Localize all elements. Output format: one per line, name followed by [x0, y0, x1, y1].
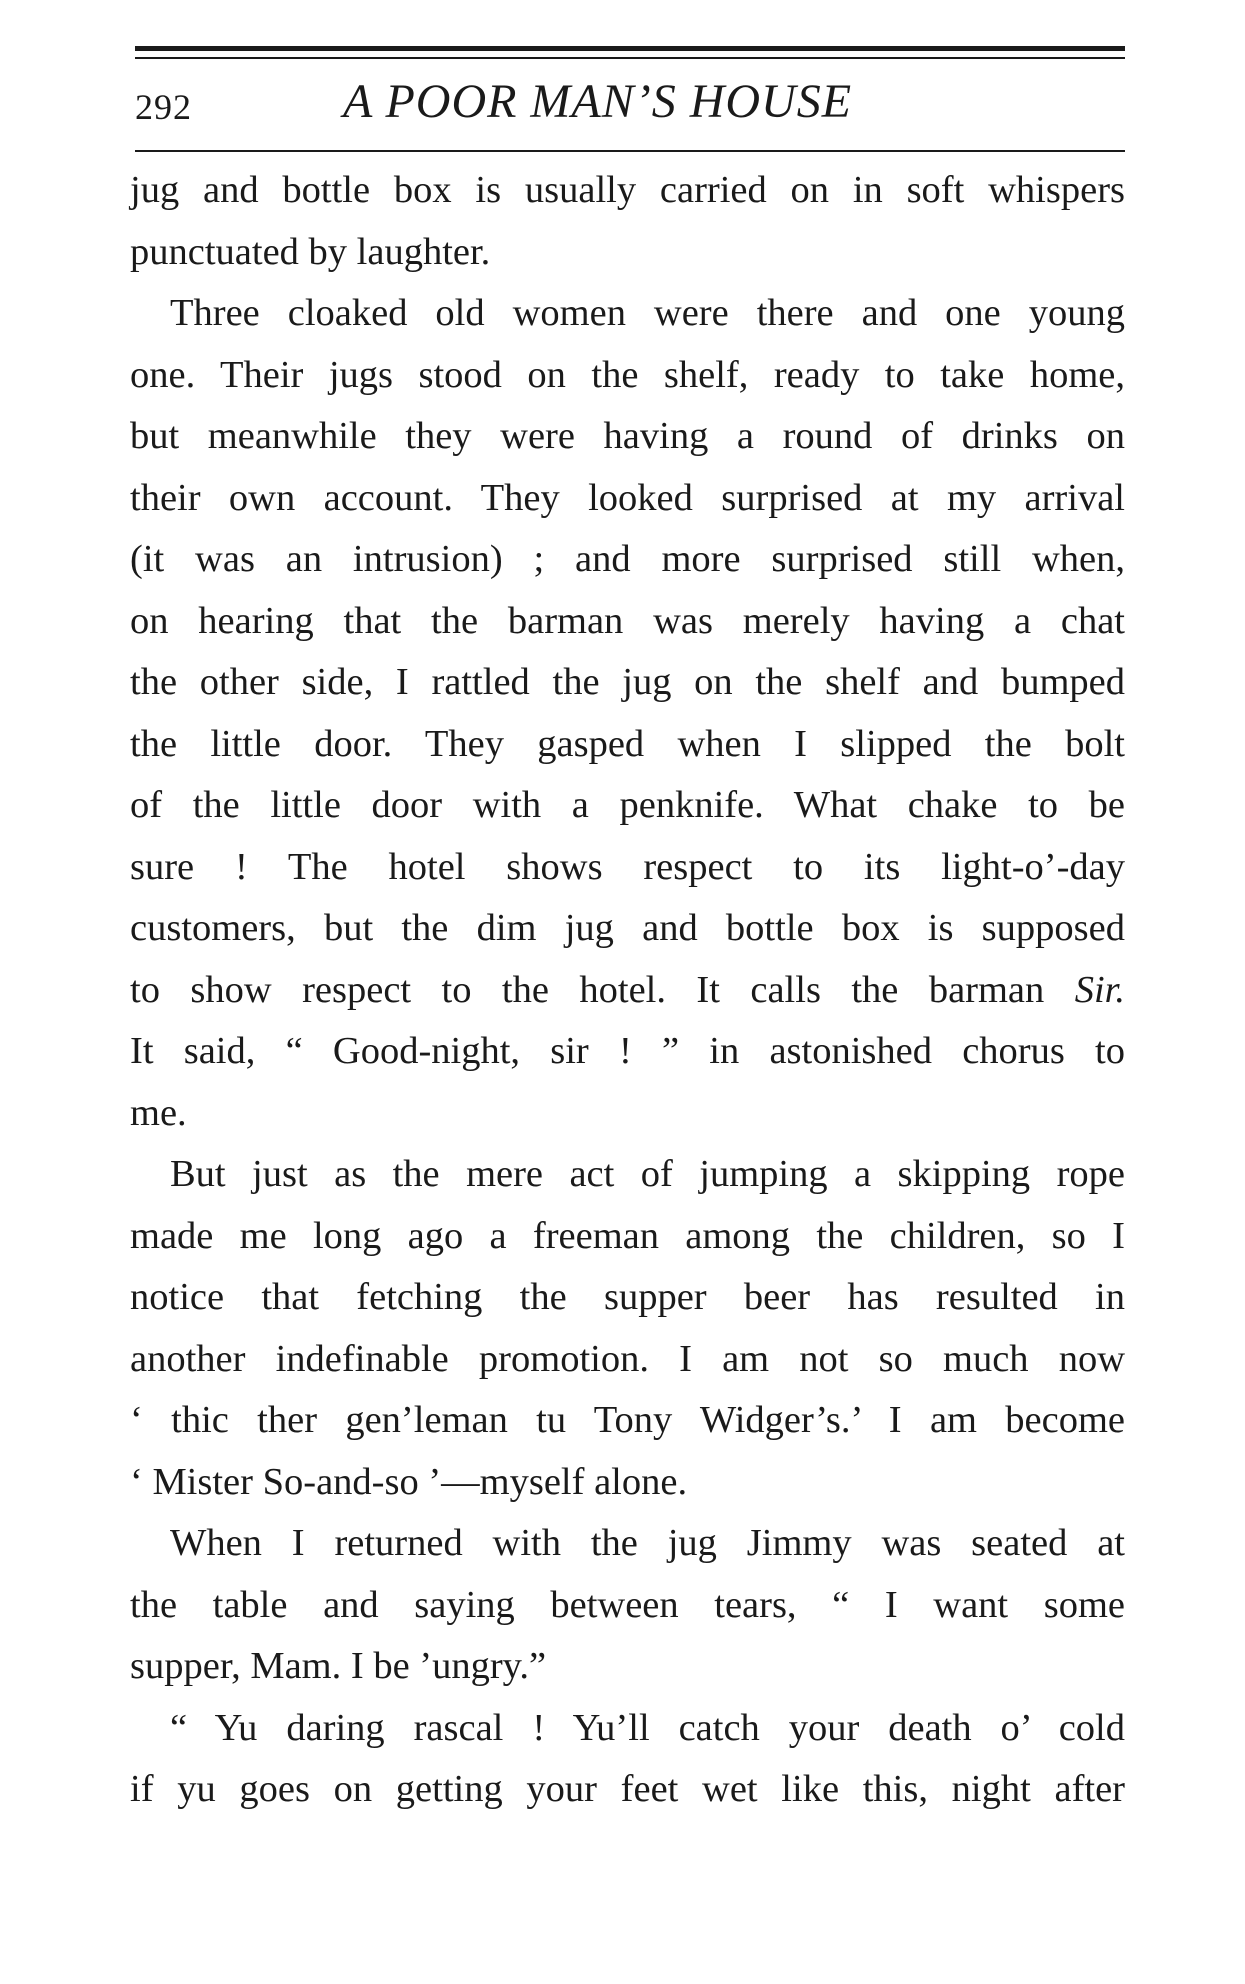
text-line-segment: to show respect to the hotel. It calls the barman — [130, 968, 1045, 1011]
text-line: the table and saying between tears, “ I want some — [130, 1583, 1125, 1626]
text-line: on hearing that the barman was merely having a chat — [130, 599, 1125, 642]
text-line: their own account. They looked surprised at my arrival — [130, 476, 1125, 519]
text-line: the little door. They gasped when I slipped the bolt — [130, 722, 1125, 765]
text-line: Three cloaked old women were there and one young — [170, 292, 1125, 334]
text-line: of the little door with a penknife. What chake to be — [130, 784, 1125, 826]
text-line: It said, “ Good-night, sir ! ” in astonished chorus to — [130, 1030, 1125, 1072]
text-line: made me long ago a freeman among the children, so I — [130, 1214, 1125, 1257]
header-underline — [135, 150, 1125, 152]
page-header — [135, 74, 1125, 134]
text-line: me. — [130, 1091, 187, 1134]
text-line: “ Yu daring rascal ! Yu’ll catch your death o’ cold — [170, 1706, 1125, 1749]
header-rule-thick — [135, 46, 1125, 51]
text-line: When I returned with the jug Jimmy was seated at — [170, 1522, 1125, 1564]
text-line: if yu goes on getting your feet wet like this, night after — [130, 1768, 1125, 1810]
italic-word: Sir. — [1074, 968, 1125, 1011]
text-line: but meanwhile they were having a round of drinks on — [130, 415, 1125, 457]
text-line: customers, but the dim jug and bottle box is supposed — [130, 907, 1125, 949]
text-line-with-italic — [130, 960, 1125, 1022]
text-line: But just as the mere act of jumping a skipping rope — [170, 1153, 1125, 1195]
text-line: sure ! The hotel shows respect to its light-o’-day — [130, 845, 1125, 888]
text-line: another indefinable promotion. I am not so much now — [130, 1337, 1125, 1380]
page-number: 292 — [135, 87, 192, 127]
text-line: jug and bottle box is usually carried on in soft whispers — [130, 169, 1125, 211]
text-line: one. Their jugs stood on the shelf, ready to take home, — [130, 353, 1125, 396]
text-line: the other side, I rattled the jug on the shelf and bumped — [130, 661, 1125, 703]
text-line: ‘ thic ther gen’leman tu Tony Widger’s.’ I am become — [130, 1399, 1125, 1441]
text-line: punctuated by laughter. — [130, 230, 491, 273]
body-text — [130, 160, 1125, 1821]
header-rule-thin — [135, 57, 1125, 59]
running-title: A POOR MAN’S HOUSE — [343, 75, 853, 128]
text-line: notice that fetching the supper beer has resulted in — [130, 1276, 1125, 1318]
text-line: supper, Mam. I be ’ungry.” — [130, 1645, 547, 1687]
text-line: (it was an intrusion) ; and more surprised still when, — [130, 538, 1125, 580]
text-line: ‘ Mister So-and-so ’—myself alone. — [130, 1460, 688, 1503]
